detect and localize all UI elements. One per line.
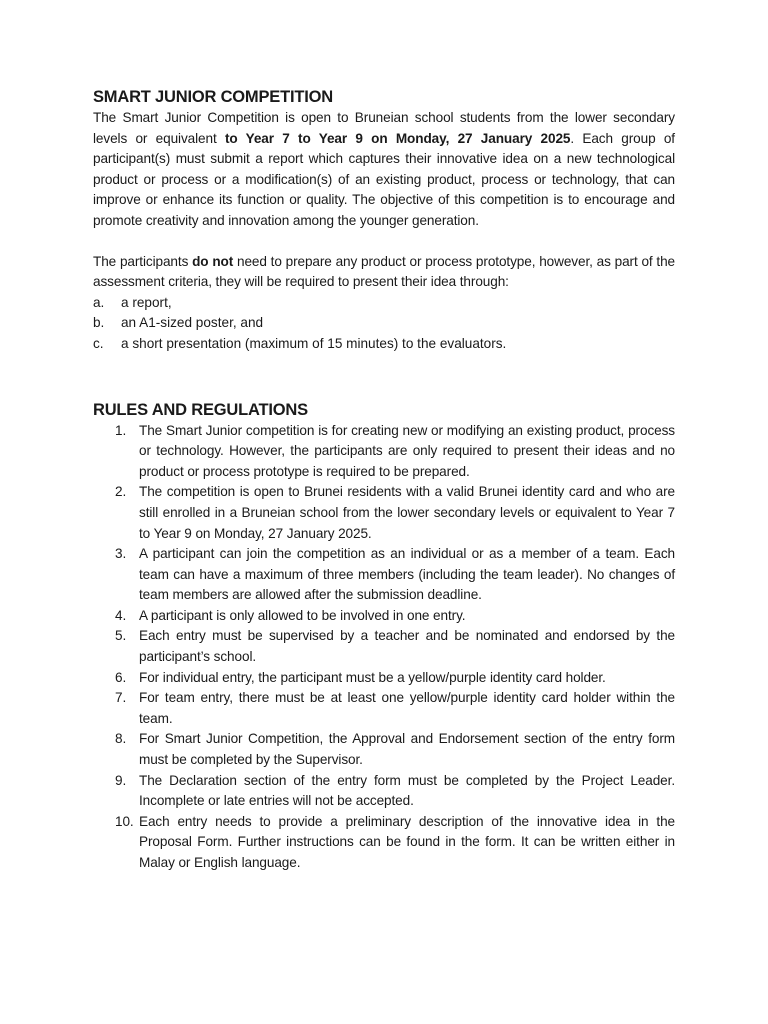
rule-item [93,668,675,689]
rule-number: 6. [115,669,127,685]
rule-text: Each entry must be supervised by a teacher and be nominated and endorsed by the participant’s school. [139,628,675,665]
list-marker: c. [93,335,104,351]
rule-text: For team entry, there must be at least one yellow/purple identity card holder within the team. [139,690,675,726]
rule-text: A participant is only allowed to be involved in one entry. [139,607,466,623]
rule-number: 3. [115,546,127,562]
list-marker: b. [93,315,105,331]
section-title-smart-junior: SMART JUNIOR COMPETITION [93,88,333,106]
rule-item [93,606,675,627]
rule-number: 7. [115,690,127,706]
rule-text: A participant can join the competition as an individual or as a member of a team. Each team can have a maximum of three members (including the team leader). No changes of team members are allowed after the submission deadline. [139,546,675,603]
rule-text: The competition is open to Brunei residents with a valid Brunei identity card and who are still enrolled in a Bruneian school from the lower secondary levels or equivalent to Year 7 to Year 9 on Monday, 27 January 2025. [139,484,675,541]
rule-item [93,812,675,874]
rule-number: 1. [115,422,127,438]
spacer [93,355,675,399]
rules-list [93,421,675,874]
rule-item [93,771,675,812]
criteria-text-1: The participants [93,253,193,269]
rule-item [93,544,675,606]
list-item [93,334,675,355]
rule-number: 9. [115,772,127,788]
rule-text: Each entry needs to provide a preliminary description of the innovative idea in the Proposal Form. Further instructions can be found in the form. It can be written either in Malay or English language. [139,813,675,870]
intro-text-1: The Smart Junior Competition is open to Bruneian school students from the lower secondary levels or equivalent [93,110,675,146]
rule-item [93,688,675,729]
rule-item [93,729,675,770]
rule-text: For individual entry, the participant must be a yellow/purple identity card holder. [139,669,606,685]
intro-text-2: . Each group of participant(s) must submit a report which captures their innovative idea on a new technological product or process or a modification(s) of an existing product, process or technology, that can improve or enhance its function or quality. The objective of this competition is to encourage and promote creativity and innovation among the younger generation. [93,130,675,228]
criteria-paragraph [93,252,675,293]
section-title-rules: RULES AND REGULATIONS [93,400,308,419]
rule-text: For Smart Junior Competition, the Approval and Endorsement section of the entry form must be completed by the Supervisor. [139,731,675,768]
list-marker: a. [93,294,105,310]
list-item-text: a report, [121,294,172,310]
rule-number: 10. [115,813,134,829]
list-item-text: a short presentation (maximum of 15 minutes) to the evaluators. [121,335,507,351]
list-item-text: an A1-sized poster, and [121,315,264,331]
rule-number: 4. [115,607,127,623]
criteria-text-2: need to prepare any product or process prototype, however, as part of the assessment criteria, they will be required to present their idea through: [93,253,676,290]
rule-number: 2. [115,484,127,500]
spacer [93,232,675,252]
rule-number: 5. [115,628,127,644]
rule-text: The Smart Junior competition is for creating new or modifying an existing product, process or technology. However, the participants are only required to present their ideas and no product or process prototype is required to be prepared. [139,422,675,479]
presentation-items-list [93,293,675,355]
rule-number: 8. [115,731,127,747]
rule-item [93,626,675,667]
rule-text: The Declaration section of the entry form must be completed by the Project Leader. Incomplete or late entries will not be accepted. [139,772,675,809]
criteria-bold: do not [192,253,234,269]
intro-bold-date: to Year 7 to Year 9 on Monday, 27 January 2025 [224,130,571,146]
rule-item [93,482,675,544]
intro-paragraph [93,108,675,232]
rule-item [93,421,675,483]
list-item [93,293,675,314]
document-page [93,86,675,874]
list-item [93,313,675,334]
